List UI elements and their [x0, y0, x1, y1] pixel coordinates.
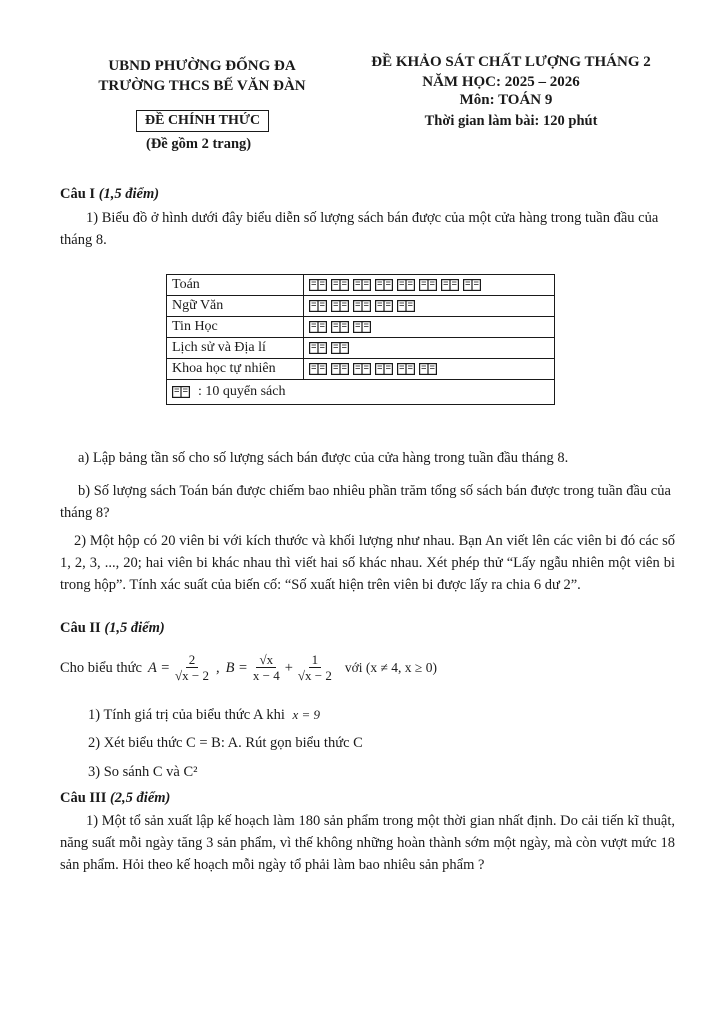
question-1-part-2: 2) Một hộp có 20 viên bi với kích thước và khối lượng như nhau. Bạn An viết lên các viên bi đó các số 1, 2, 3, ..., 20; hai viên bi khác nhau thì viết hai số khác nhau. Xét phép thử “Lấy ngẫu nhiên một viên bi trong hộp”. Tính xác suất của biến cố: “Số xuất hiện trên viên bi được lấy ra chia 6 dư 2”.	[60, 533, 675, 593]
book-icon	[353, 321, 371, 333]
subject: Môn: TOÁN 9	[459, 92, 553, 108]
pictograph-table	[166, 274, 555, 405]
expression-a-numerator: 2	[186, 652, 199, 668]
book-icon	[353, 363, 371, 375]
question-3-part-1: 1) Một tổ sản xuất lập kế hoạch làm 180 sản phẩm trong một thời gian nhất định. Do cải tiến kĩ thuật, năng suất mỗi ngày tăng 3 sản phẩm, vì thế không những hoàn thành sớm một ngày, mà còn vượt mức 18 sản phẩm. Hỏi theo kế hoạch mỗi ngày tổ phải làm bao nhiêu sản phẩm ?	[60, 813, 675, 873]
book-icon	[463, 279, 481, 291]
book-icon	[309, 342, 327, 354]
question-1-part-1-intro: 1) Biểu đồ ở hình dưới đây biểu diễn số lượng sách bán được của một cửa hàng trong tuần đầu của tháng 8.	[60, 210, 659, 248]
question-3-heading	[60, 790, 170, 807]
pictograph-row	[167, 338, 555, 359]
pictograph-category: Ngữ Văn	[167, 296, 304, 317]
book-icon	[309, 321, 327, 333]
department-name: UBND PHƯỜNG ĐỐNG ĐA	[108, 58, 296, 74]
pictograph-icons	[304, 338, 555, 359]
book-icon	[309, 363, 327, 375]
expression-b-numerator-1: √x	[256, 652, 276, 668]
question-1-part-1b: b) Số lượng sách Toán bán được chiếm bao nhiêu phần trăm tổng số sách bán được trong tuần đầu của tháng 8?	[60, 483, 671, 521]
question-2-points: (1,5 điểm)	[104, 620, 165, 636]
school-name: TRƯỜNG THCS BẾ VĂN ĐÀN	[98, 78, 306, 94]
question-3-label: Câu III	[60, 790, 107, 806]
domain-condition: với (x ≠ 4, x ≥ 0)	[344, 659, 437, 675]
time-limit: Thời gian làm bài: 120 phút	[424, 113, 598, 129]
expression-a-name: A =	[147, 659, 170, 676]
book-icon	[331, 279, 349, 291]
book-icon	[353, 300, 371, 312]
book-icon	[353, 279, 371, 291]
expression-intro: Cho biểu thức	[60, 659, 142, 676]
question-1-points: (1,5 điểm)	[98, 186, 160, 202]
expression-b-denominator-1: x − 4	[252, 668, 280, 683]
expression-b-numerator-2: 1	[309, 652, 322, 668]
expression-b-denominator-2: √x − 2	[297, 668, 332, 683]
question-2-item-1-value: x = 9	[292, 707, 321, 722]
pictograph-row	[167, 296, 555, 317]
pictograph-legend-text: : 10 quyển sách	[198, 384, 286, 399]
question-1-heading	[60, 186, 159, 203]
book-icon	[331, 300, 349, 312]
question-2-heading	[60, 620, 165, 637]
pictograph-category: Toán	[167, 275, 304, 296]
book-icon	[309, 279, 327, 291]
expression-a-denominator: √x − 2	[174, 668, 209, 683]
book-icon	[419, 279, 437, 291]
school-year: NĂM HỌC: 2025 – 2026	[422, 74, 580, 90]
question-2-item-1	[88, 704, 320, 726]
expression-definition: Cho biểu thức A = $\frac{2}{√x - 2}$ , B = $\frac{√x}{x - 4}$ + $\frac{1}{√x - 2}$ với (x ≠ 4, x ≥ 0)	[60, 652, 437, 683]
pictograph-icons	[304, 296, 555, 317]
book-icon	[331, 363, 349, 375]
book-icon	[331, 321, 349, 333]
exam-title: ĐỀ KHẢO SÁT CHẤT LƯỢNG THÁNG 2	[371, 54, 651, 70]
expression-b-fraction-2	[295, 652, 335, 683]
expression-b-name: B =	[225, 659, 248, 676]
pictograph-row	[167, 275, 555, 296]
book-icon	[397, 300, 415, 312]
plus-sign: +	[284, 659, 293, 676]
book-icon	[309, 300, 327, 312]
pictograph-legend	[167, 380, 555, 405]
pictograph-icons	[304, 317, 555, 338]
book-icon	[331, 342, 349, 354]
question-2-item-2: 2) Xét biểu thức C = B: A. Rút gọn biểu thức C	[88, 735, 363, 751]
book-icon	[441, 279, 459, 291]
book-icon	[375, 363, 393, 375]
question-1-part-1a: a) Lập bảng tần số cho số lượng sách bán được của cửa hàng trong tuần đầu tháng 8.	[78, 450, 569, 466]
question-2-label: Câu II	[60, 620, 101, 636]
pictograph-row	[167, 359, 555, 380]
official-exam-badge: ĐỀ CHÍNH THỨC	[136, 110, 269, 132]
pictograph-category: Lịch sử và Địa lí	[167, 338, 304, 359]
pictograph-legend-row	[167, 380, 555, 405]
book-icon	[172, 386, 190, 398]
book-icon	[375, 300, 393, 312]
question-3-points: (2,5 điểm)	[109, 790, 171, 806]
pictograph-row	[167, 317, 555, 338]
pictograph-icons	[304, 275, 555, 296]
page-count-note: (Đề gồm 2 trang)	[146, 136, 252, 152]
question-2-item-1-text: 1) Tính giá trị của biểu thức A khi	[88, 707, 285, 723]
question-2-item-3: 3) So sánh C và C²	[88, 764, 198, 780]
pictograph-category: Khoa học tự nhiên	[167, 359, 304, 380]
book-icon	[375, 279, 393, 291]
expression-b-fraction-1	[250, 652, 283, 683]
question-1-label: Câu I	[60, 186, 96, 202]
pictograph-category: Tin Học	[167, 317, 304, 338]
book-icon	[397, 363, 415, 375]
book-pictograph	[166, 274, 555, 405]
book-icon	[419, 363, 437, 375]
book-icon	[397, 279, 415, 291]
expression-a-fraction	[172, 652, 212, 683]
pictograph-icons	[304, 359, 555, 380]
